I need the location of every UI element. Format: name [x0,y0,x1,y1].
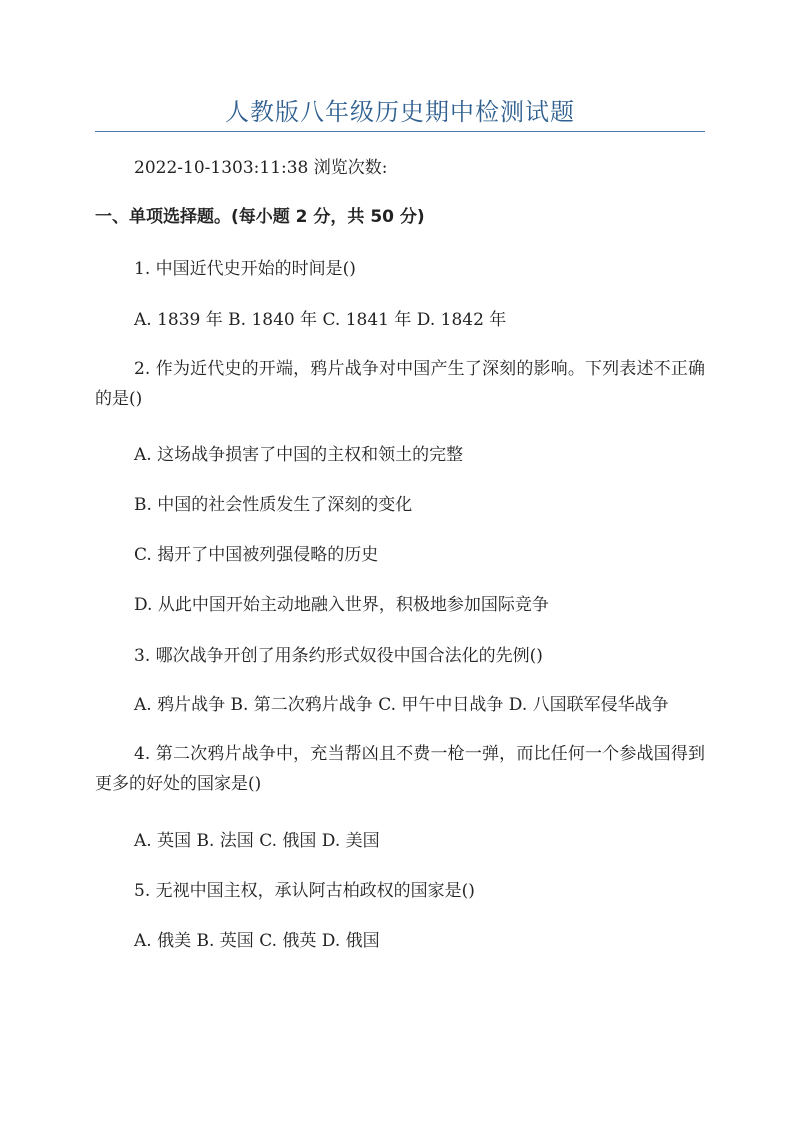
question-4-options: A. 英国 B. 法国 C. 俄国 D. 美国 [134,831,380,851]
page-title: 人教版八年级历史期中检测试题 [225,98,575,126]
question-3-stem: 3. 哪次战争开创了用条约形式奴役中国合法化的先例() [134,646,543,666]
question-2-option-b: B. 中国的社会性质发生了深刻的变化 [134,495,413,515]
question-5-options: A. 俄美 B. 英国 C. 俄英 D. 俄国 [134,931,380,951]
question-2-option-a: A. 这场战争损害了中国的主权和领土的完整 [134,445,464,465]
question-3-options: A. 鸦片战争 B. 第二次鸦片战争 C. 甲午中日战争 D. 八国联军侵华战争 [134,695,669,715]
question-2-option-d: D. 从此中国开始主动地融入世界，积极地参加国际竞争 [134,595,549,615]
question-1-options: A. 1839 年 B. 1840 年 C. 1841 年 D. 1842 年 [134,310,507,330]
section-heading: 一、单项选择题。(每小题 2 分，共 50 分) [95,207,425,227]
question-2-option-c: C. 揭开了中国被列强侵略的历史 [134,545,379,565]
question-4-stem: 4. 第二次鸦片战争中，充当帮凶且不费一枪一弹，而比任何一个参战国得到更多的好处的国家是() [95,744,705,794]
question-5-stem: 5. 无视中国主权，承认阿古柏政权的国家是() [134,881,475,901]
question-1-stem: 1. 中国近代史开始的时间是() [134,259,356,279]
document-meta: 2022-10-1303:11:38 浏览次数: [134,158,388,178]
title-divider [95,131,705,132]
question-2-stem: 2. 作为近代史的开端，鸦片战争对中国产生了深刻的影响。下列表述不正确的是() [95,359,705,409]
